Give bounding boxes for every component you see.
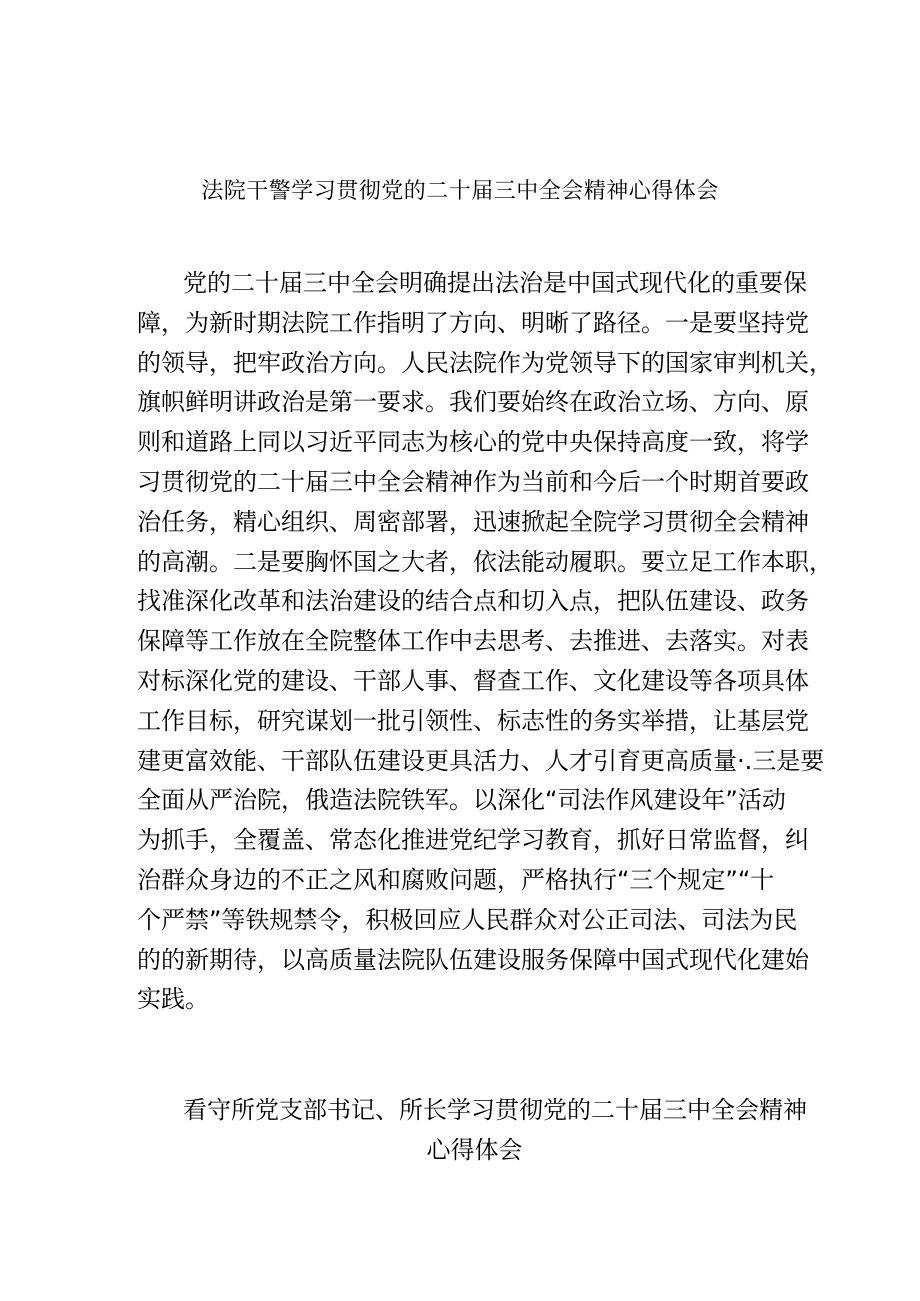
paragraph-line: 对标深化党的建设、干部人事、督查工作、文化建设等各项具体 — [137, 666, 809, 695]
paragraph-line: 的的新期待，以高质量法院队伍建设服务保障中国式现代化建始 — [137, 945, 809, 974]
paragraph-line: 为抓手，全覆盖、常态化推进党纪学习教育，抓好日常监督，纠 — [137, 826, 809, 855]
paragraph-line: 工作目标，研究谋划一批引领性、标志性的务实举措，让基层党 — [137, 706, 809, 735]
paragraph-line: 建更富效能、干部队伍建设更具活力、人才引育更高质量·.三是要 — [137, 746, 825, 775]
next-section-title — [137, 1090, 812, 1170]
paragraph-line: 治群众身边的不正之风和腐败问题，严格执行“三个规定”“十 — [137, 865, 775, 894]
paragraph-line: 习贯彻党的二十届三中全会精神作为当前和今后一个时期首要政 — [137, 467, 809, 496]
paragraph-line: 则和道路上同以习近平同志为核心的党中央保持高度一致，将学 — [137, 428, 809, 457]
paragraph-line: 治任务，精心组织、周密部署，迅速掀起全院学习贯彻全会精神 — [137, 507, 809, 536]
paragraph-line: 旗帜鲜明讲政治是第一要求。我们要始终在政治立场、方向、原 — [137, 388, 809, 417]
paragraph-line: 障，为新时期法院工作指明了方向、明晰了路径。一是要坚持党 — [137, 308, 809, 337]
next-section-title-line-1: 看守所党支部书记、所长学习贯彻党的二十届三中全会精神 — [183, 1096, 807, 1124]
paragraph-line: 党的二十届三中全会明确提出法治是中国式现代化的重要保 — [183, 269, 807, 297]
paragraph-line: 找准深化改革和法治建设的结合点和切入点，把队伍建设、政务 — [137, 587, 809, 616]
paragraph-line: 个严禁”等铁规禁令，积极回应人民群众对公正司法、司法为民 — [137, 905, 798, 934]
document-title: 法院干警学习贯彻党的二十届三中全会精神心得体会 — [201, 179, 719, 204]
paragraph-line: 的高潮。二是要胸怀国之大者，依法能动履职。要立足工作本职， — [137, 547, 833, 576]
body-paragraph — [137, 264, 833, 1020]
next-section-title-line-2: 心得体会 — [426, 1136, 523, 1164]
paragraph-line: 保障等工作放在全院整体工作中去思考、去推进、去落实。对表 — [137, 627, 809, 656]
paragraph-line: 实践。 — [137, 985, 209, 1014]
paragraph-line: 全面从严治院，俄造法院铁军。以深化“司法作风建设年”活动 — [137, 786, 786, 815]
paragraph-line: 的领导，把牢政治方向。人民法院作为党领导下的国家审判机关， — [137, 348, 833, 377]
